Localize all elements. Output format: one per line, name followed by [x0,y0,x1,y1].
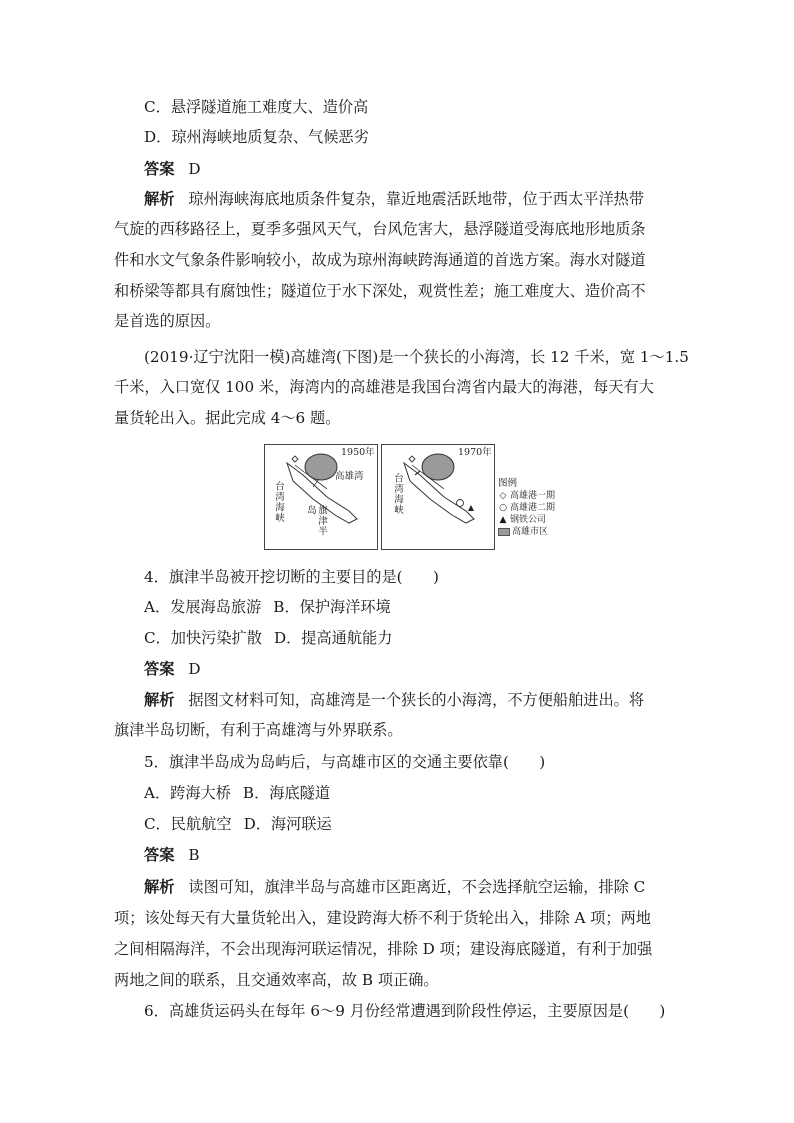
map-1950-peninsula-label: 旗津半岛 [305,505,327,537]
map-1970-year: 1970年 [458,447,492,458]
q4-option-a: A．发展海岛旅游 [144,598,262,616]
map-1970-strait-label: 台湾海峡 [392,473,403,515]
q4-analysis-line-2: 旗津半岛切断，有利于高雄湾与外界联系。 [114,721,403,739]
q4-answer [144,654,724,684]
answer-label: 答案 [144,160,175,178]
answer-value: D [188,160,201,178]
q5-options-cd [144,809,724,839]
q5-stem: 5．旗津半岛成为岛屿后，与高雄市区的交通主要依靠( ) [144,753,546,771]
q4-option-b: B．保护海洋环境 [273,598,391,616]
q3-answer [144,154,724,184]
legend-item: ○ 高雄港二期 [499,503,556,513]
figure-maps [264,444,530,550]
q5-option-b: B．海底隧道 [242,784,331,802]
map-1950-bay-label: 高雄湾 [335,471,364,482]
triangle-icon: ▲ [499,515,507,525]
diamond-icon: ◇ [499,491,507,501]
intro-line-3: 量货轮出入。据此完成 4～6 题。 [114,409,341,427]
map-1970 [381,444,495,550]
answer-value: D [188,660,201,678]
legend-title: 图例 [498,478,518,489]
figure-legend [498,478,568,538]
q3-analysis-line-3: 件和水文气象条件影响较小，故成为琼州海峡跨海通道的首选方案。海水对隧道 [114,251,646,269]
q5-analysis-line-3: 之间相隔海洋，不会出现海河联运情况，排除 D 项；建设海底隧道，有利于加强 [114,940,653,958]
q4-options-cd [144,623,724,653]
q5-options-ab [144,778,724,808]
urban-area-swatch-icon [498,528,510,536]
q3-analysis-line-5: 是首选的原因。 [114,312,221,330]
q3-analysis-line-1: 解析 琼州海峡海底地质条件复杂，靠近地震活跃地带，位于西太平洋热带 [144,190,644,208]
circle-icon: ○ [499,503,507,513]
answer-label: 答案 [144,846,175,864]
q4-options-ab [144,592,724,622]
answer-value: B [188,846,200,864]
q3-analysis-line-2: 气旋的西移路径上，夏季多强风天气，台风危害大，悬浮隧道受海底地形地质条 [114,220,646,238]
q5-analysis-line-1: 解析 读图可知，旗津半岛与高雄市区距离近，不会选择航空运输，排除 C [144,878,646,896]
analysis-label: 解析 [144,691,175,709]
map-1950 [264,444,378,550]
q4-option-c: C．加快污染扩散 [144,629,262,647]
q5-option-c: C．民航航空 [144,815,232,833]
q5-option-d: D．海河联运 [243,815,332,833]
analysis-label: 解析 [144,190,175,208]
legend-item: ▲ 钢铁公司 [499,515,547,525]
analysis-label: 解析 [144,878,175,896]
q4-analysis-line-1: 解析 据图文材料可知，高雄湾是一个狭长的小海湾，不方便船舶进出。将 [144,691,644,709]
intro-line-1: (2019·辽宁沈阳一模)高雄湾(下图)是一个狭长的小海湾，长 12 千米，宽 1～1.5 [144,348,689,366]
q3-option-c: C．悬浮隧道施工难度大、造价高 [144,98,369,116]
legend-item: ◇ 高雄港一期 [499,491,556,501]
q6-stem: 6．高雄货运码头在每年 6～9 月份经常遭遇到阶段性停运，主要原因是( ) [144,1002,666,1020]
q3-analysis-line-4: 和桥梁等都具有腐蚀性；隧道位于水下深处，观赏性差；施工难度大、造价高不 [114,282,646,300]
q5-analysis-line-2: 项；该处每天有大量货轮出入，建设跨海大桥不利于货轮出入，排除 A 项；两地 [114,909,651,927]
q5-option-a: A．跨海大桥 [144,784,231,802]
q5-analysis-line-4: 两地之间的联系，且交通效率高，故 B 项正确。 [114,971,439,989]
map-1950-strait-label: 台湾海峡 [273,481,284,523]
q3-option-d: D．琼州海峡地质复杂、气候恶劣 [144,128,369,146]
answer-label: 答案 [144,660,175,678]
q4-option-d: D．提高通航能力 [273,629,393,647]
q4-stem: 4．旗津半岛被开挖切断的主要目的是( ) [144,568,439,586]
q5-answer [144,840,724,870]
legend-item: 高雄市区 [498,526,568,538]
map-1950-year: 1950年 [341,447,375,458]
intro-line-2: 千米，入口宽仅 100 米，海湾内的高雄港是我国台湾省内最大的海港，每天有大 [114,378,654,396]
